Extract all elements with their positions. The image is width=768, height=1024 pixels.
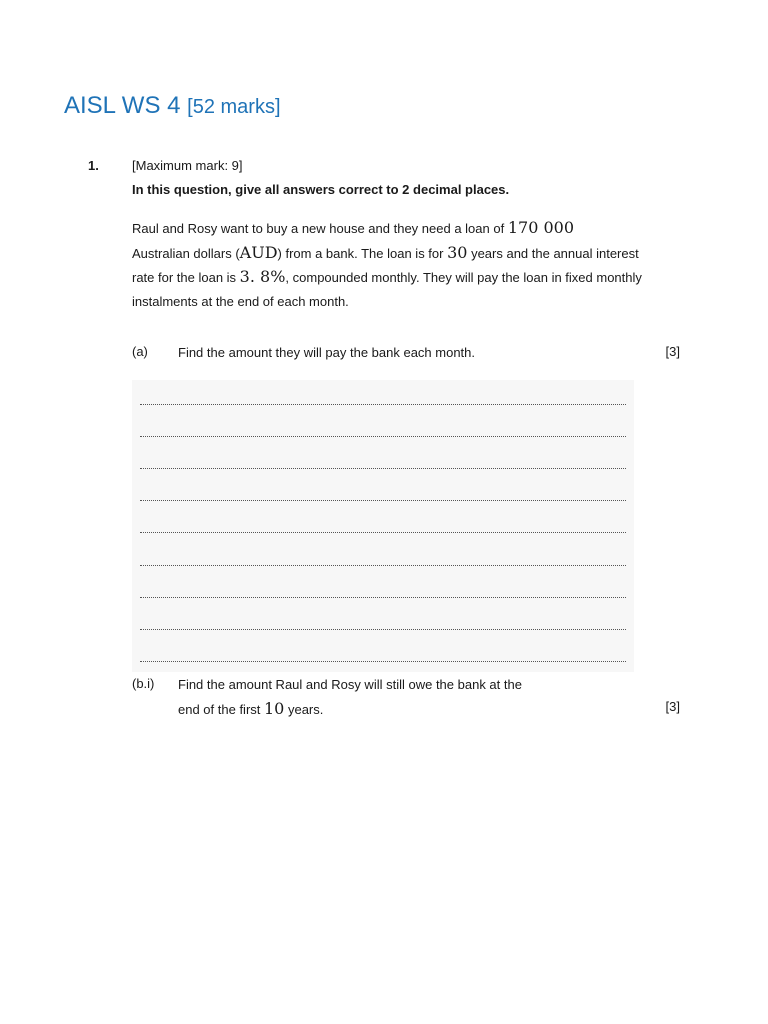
answer-line (140, 532, 626, 533)
answer-line (140, 404, 626, 405)
page-title-marks: [52 marks] (187, 96, 281, 118)
question-number: 1. (88, 158, 99, 173)
question-max-mark: [Maximum mark: 9] (132, 158, 243, 173)
question-body-text: ) from a bank. The loan is for (277, 245, 448, 261)
part-a-marks: [3] (665, 344, 680, 359)
part-b-i-text-line2-end: years. (284, 701, 324, 717)
part-b-i-marks: [3] (665, 699, 680, 714)
part-b-i-text-line1: Find the amount Raul and Rosy will still owe the bank at the (178, 677, 522, 692)
question-instruction: In this question, give all answers correct to 2 decimal places. (132, 182, 510, 197)
part-a-label: (a) (132, 344, 148, 359)
part-b-i-text-line2: end of the first (178, 701, 264, 717)
answer-line (140, 565, 626, 566)
loan-years-math: 30 (447, 242, 468, 262)
page-title (64, 92, 281, 120)
answer-line (140, 468, 626, 469)
question-body-text: years and the annual interest rate for the loan is (132, 245, 639, 285)
part-b-i-label: (b.i) (132, 676, 155, 691)
part-a-text: Find the amount they will pay the bank each month. (178, 345, 476, 360)
question-body-text: , compounded monthly. They will pay the loan in fixed monthly instalments at the end of each month. (132, 270, 642, 309)
answer-line (140, 629, 626, 630)
page-title-main: AISL WS 4 (64, 92, 181, 119)
answer-line (140, 500, 626, 501)
question-body-text: Australian dollars ( (132, 245, 240, 261)
loan-amount-math: 170 000 (507, 218, 574, 237)
currency-math: AUD (239, 242, 278, 262)
interest-rate-math: 3. 8% (239, 267, 286, 286)
answer-line (140, 436, 626, 437)
question-body (132, 216, 652, 313)
answer-area[interactable] (132, 380, 634, 672)
part-b-i-years-math: 10 (264, 698, 285, 718)
part-b-i-text (178, 673, 598, 721)
question-body-text: Raul and Rosy want to buy a new house and they need a loan of (132, 221, 508, 236)
answer-line (140, 661, 626, 662)
answer-line (140, 597, 626, 598)
